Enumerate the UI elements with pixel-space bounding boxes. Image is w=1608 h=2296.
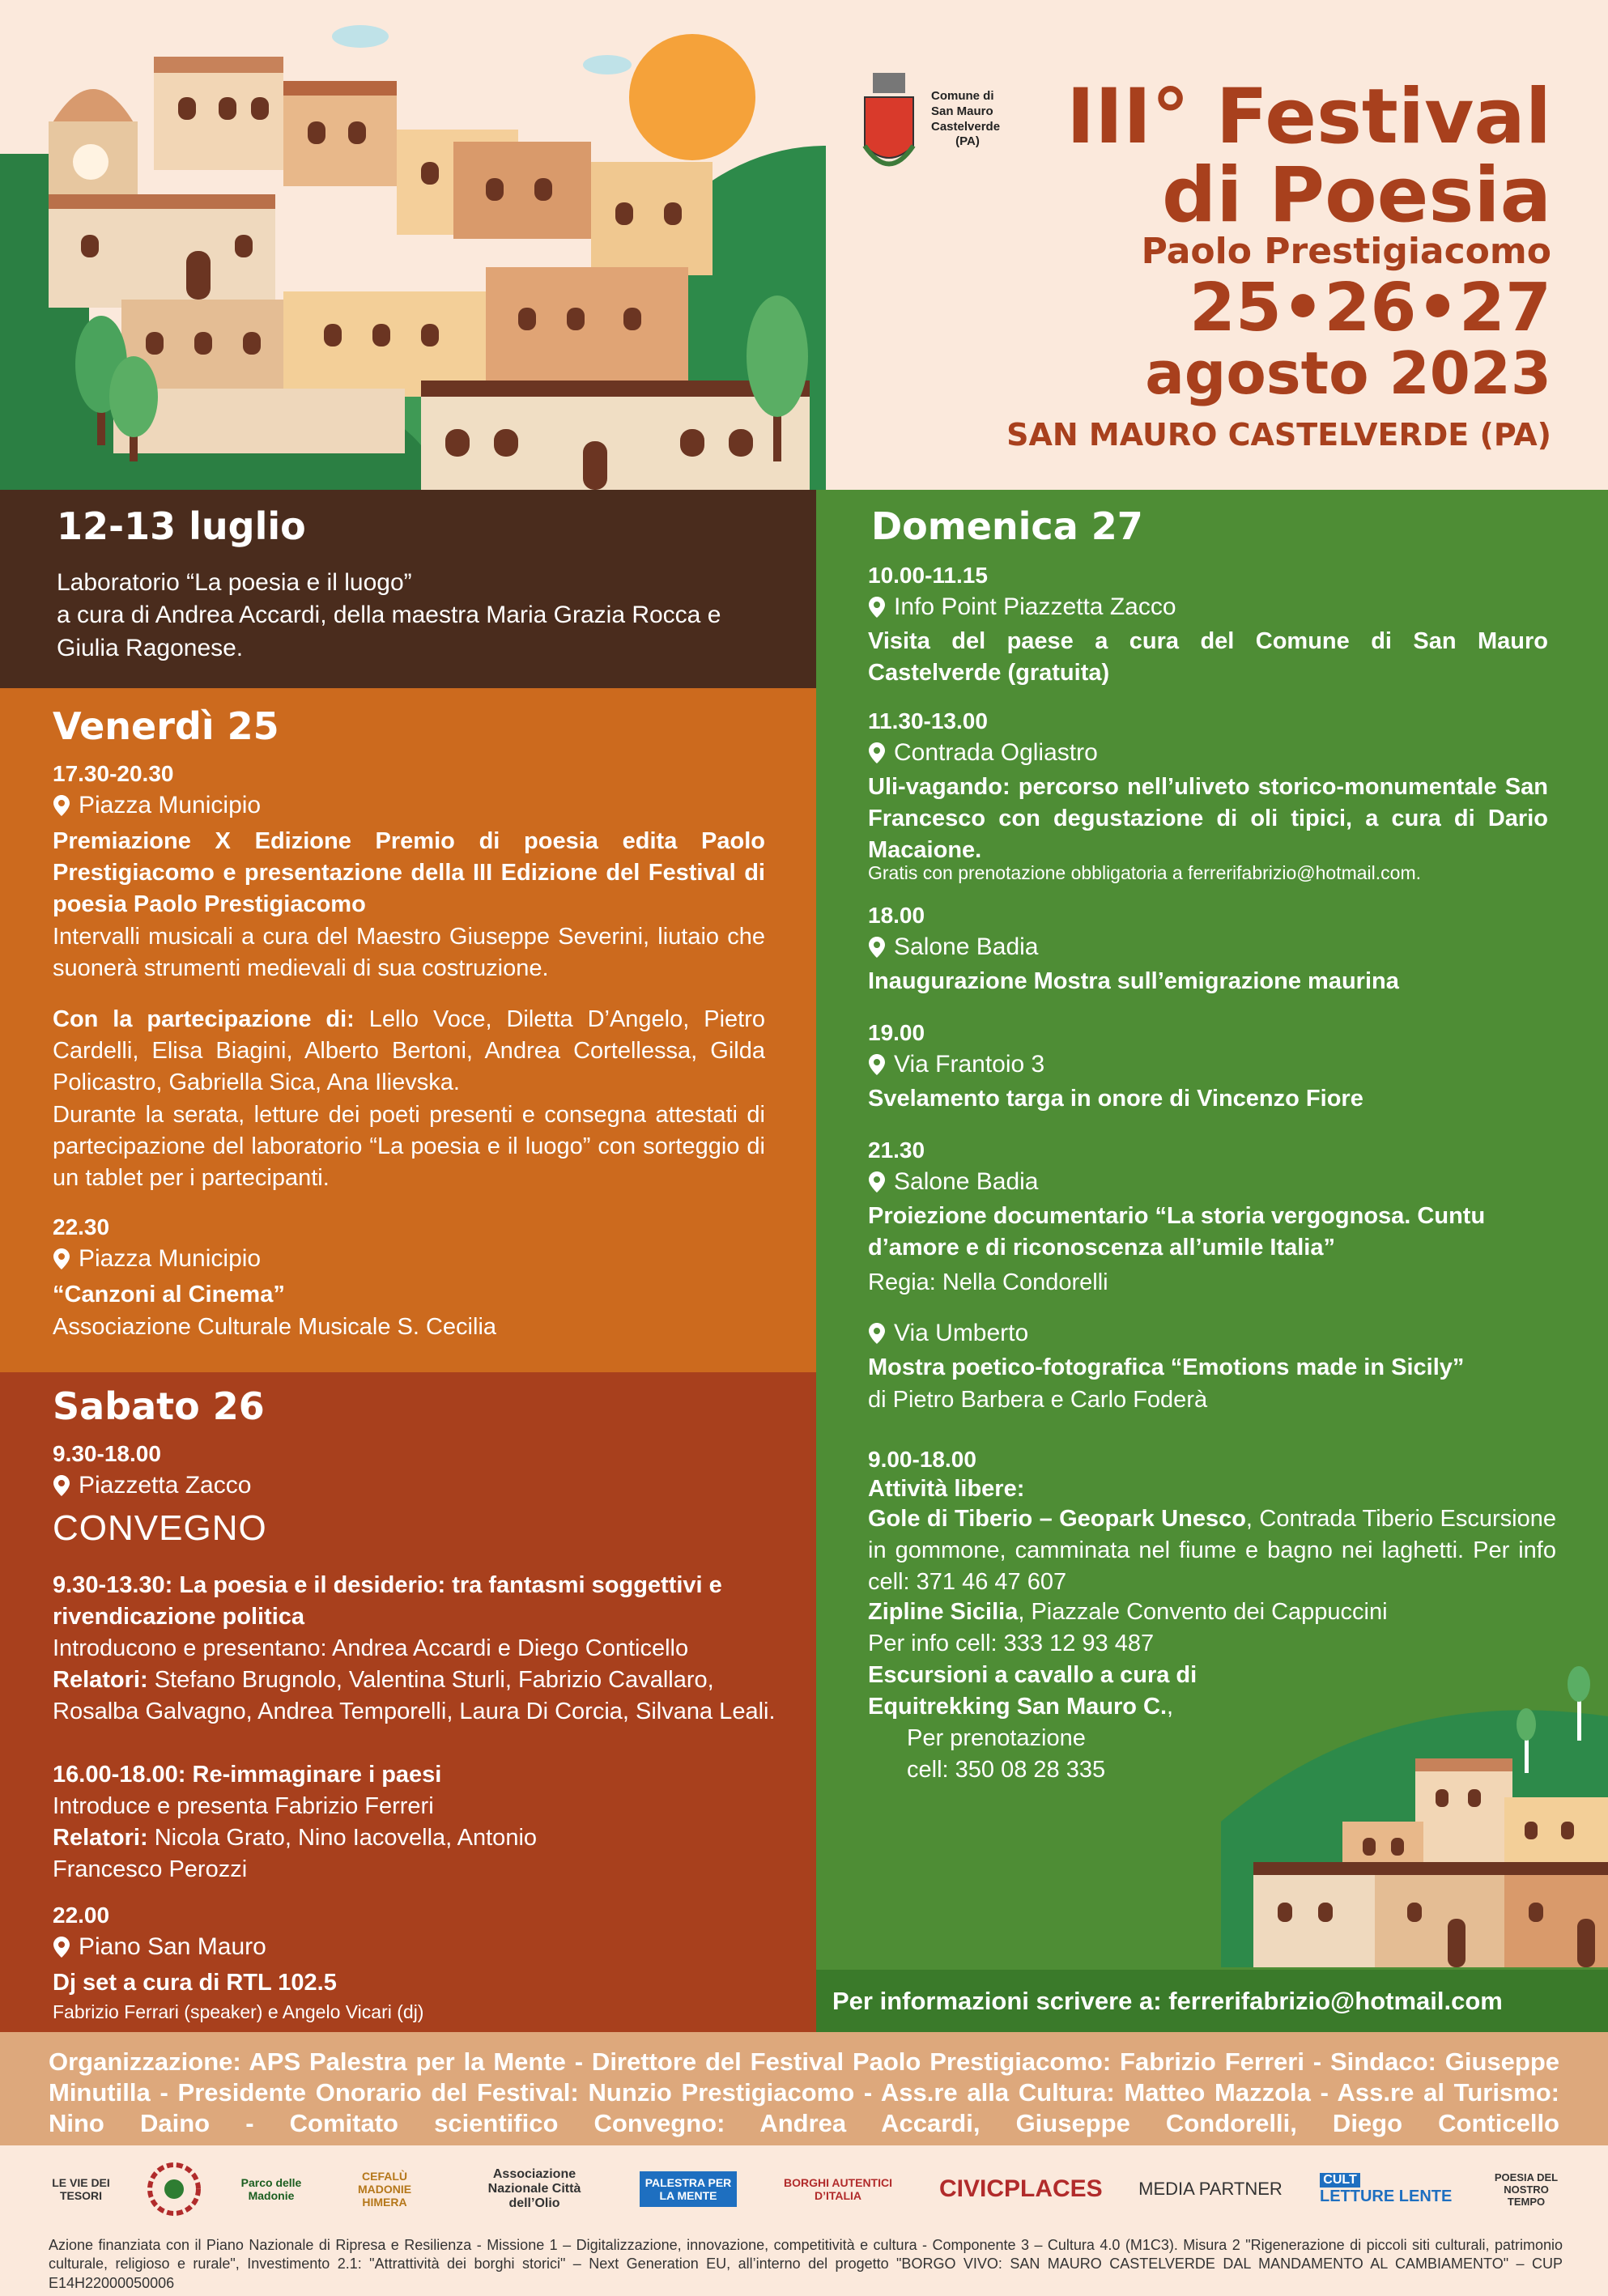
logo-borghi-autentici: BORGHI AUTENTICI D’ITALIA	[783, 2176, 893, 2202]
activity-desc: cell: 350 08 28 335	[907, 1757, 1106, 1784]
event-desc: Associazione Culturale Musicale S. Cecilia	[53, 1314, 497, 1340]
day-title: Sabato 26	[53, 1384, 265, 1428]
participants-names: Lello Voce, Diletta D’Angelo, Pietro Cardelli, Elisa Biagini, Alberto Bertoni, Andrea Cortellessa, Gilda Policastro, Gabriella Sica, Ana Ilievska.	[53, 1006, 765, 1096]
day-title: 12-13 luglio	[57, 504, 306, 548]
event-time: 11.30-13.00	[868, 708, 988, 733]
event-title: Inaugurazione Mostra sull’emigrazione maurina	[868, 968, 1399, 994]
logo-parco-madonie: Parco delle Madonie	[240, 2176, 302, 2202]
event-place	[53, 1933, 266, 1961]
info-strip	[816, 1970, 1608, 2032]
event-title: Proiezione documentario “La storia vergognosa. Cuntu d’amore e di riconoscenza all’umile Italia”	[868, 1203, 1486, 1261]
event-title: Uli-vagando: percorso nell’uliveto storico-monumentale San Francesco con degustazione di oli tipici, a cura di Dario Macaione.	[868, 774, 1548, 864]
convegno-heading: CONVEGNO	[53, 1508, 267, 1548]
event-title: Mostra poetico-fotografica “Emotions made in Sicily”	[868, 1354, 1465, 1380]
event-place	[53, 1245, 261, 1273]
logo-vie-tesori: LE VIE DEI TESORI	[52, 2176, 110, 2202]
festival-subtitle: Paolo Prestigiacomo	[1141, 231, 1551, 272]
event-time: 22.30	[53, 1214, 110, 1239]
event-place	[53, 1472, 251, 1499]
location-pin-icon	[868, 936, 886, 959]
footer-funding-text: Azione finanziata con il Piano Nazionale di Ripresa e Resilienza - Missione 1 – Digitalizzazione, innovazione, competitività e cultura - Componente 3 – Cultura 4.0 (M1C3). Misura 2 "Rigenerazione di piccoli siti culturali, patrimonio culturale, religioso e rurale", Investimento 2.1: "Attrattività dei borghi storici" – Next Generation EU, all’interno del progetto "BORGO VIVO: SAN MAURO CASTELVERDE DAL MANDAMENTO AL CAMBIAMENTO" – CUP E14H22000050006	[49, 2237, 1563, 2291]
location-pin-icon	[53, 1248, 70, 1270]
location-pin-icon	[868, 1053, 886, 1076]
event-place	[868, 739, 1098, 767]
location-pin-icon	[868, 742, 886, 764]
comune-line-2: San Mauro	[931, 104, 993, 118]
activity-zipline	[868, 1597, 1556, 1660]
event-time: 9.30-18.00	[53, 1441, 161, 1466]
event-time: 10.00-11.15	[868, 563, 988, 588]
location-pin-icon	[53, 1936, 70, 1958]
participants-label: Con la partecipazione di:	[53, 1006, 355, 1032]
event-place-label: Piazzetta Zacco	[79, 1472, 252, 1499]
location-pin-icon	[868, 1322, 886, 1345]
session-relatori	[53, 1822, 538, 1886]
event-place	[53, 792, 261, 819]
event-place-label: Contrada Ogliastro	[894, 739, 1098, 766]
location-pin-icon	[868, 1171, 886, 1193]
coat-of-arms-icon	[849, 65, 929, 186]
panel-venerdi	[0, 688, 816, 1372]
logo-letture-lente	[1320, 2173, 1457, 2206]
event-desc: a cura di Andrea Accardi, della maestra Maria Grazia Rocca e Giulia Ragonese.	[57, 602, 721, 661]
village-illustration	[0, 0, 826, 490]
participants	[53, 1004, 765, 1099]
event-note: Gratis con prenotazione obbligatoria a ferrerifabrizio@hotmail.com.	[868, 862, 1422, 883]
festival-dates: 25•26•27	[1189, 270, 1551, 347]
organization-strip	[0, 2032, 1608, 2145]
activity-title: Zipline Sicilia	[868, 1599, 1019, 1625]
event-place	[868, 593, 1176, 621]
event-place-label: Piazza Municipio	[79, 792, 262, 818]
festival-title-2: di Poesia	[1161, 151, 1551, 240]
event-desc: Durante la serata, letture dei poeti presenti e consegna attestati di partecipazione del laboratorio “La poesia e il luogo” con sorteggio di un tablet per i partecipanti.	[53, 1102, 765, 1192]
activities-label: Attività libere:	[868, 1476, 1025, 1502]
logo-poesia-nostro-tempo: POESIA DEL NOSTRO TEMPO	[1494, 2171, 1559, 2208]
event-place	[868, 1051, 1044, 1078]
location-pin-icon	[868, 596, 886, 619]
day-title: Venerdì 25	[53, 704, 279, 748]
location-pin-icon	[53, 1474, 70, 1497]
comune-line-4: (PA)	[955, 134, 980, 149]
session-relatori	[53, 1665, 781, 1728]
event-place-label: Via Umberto	[894, 1320, 1029, 1346]
day-title: Domenica 27	[871, 504, 1143, 548]
relatori-label: Relatori:	[53, 1825, 148, 1851]
event-place-label: Salone Badia	[894, 1168, 1039, 1195]
event-place-label: Piazza Municipio	[79, 1245, 262, 1272]
comune-line-3: Castelverde	[931, 119, 1001, 134]
festival-location: SAN MAURO CASTELVERDE (PA)	[1006, 417, 1551, 453]
event-place-label: Salone Badia	[894, 933, 1039, 960]
comune-line-1: Comune di	[931, 89, 994, 103]
relatori-names: Stefano Brugnolo, Valentina Sturli, Fabrizio Cavallaro, Rosalba Galvagno, Andrea Temporelli, Laura Di Corcia, Silvana Leali.	[53, 1667, 776, 1725]
session-intro: Introduce e presenta Fabrizio Ferreri	[53, 1793, 434, 1819]
event-title: Premiazione X Edizione Premio di poesia edita Paolo Prestigiacomo e presentazione della III Edizione del Festival di poesia Paolo Prestigiacomo	[53, 828, 765, 918]
event-title: Laboratorio “La poesia e il luogo”	[57, 569, 412, 596]
activity-desc: Per info cell: 333 12 93 487	[868, 1631, 1155, 1657]
activity-cavallo	[868, 1660, 1208, 1787]
event-desc: Regia: Nella Condorelli	[868, 1269, 1108, 1295]
event-title: Dj set a cura di RTL 102.5	[53, 1970, 337, 1996]
activity-gole	[868, 1503, 1556, 1598]
event-desc: di Pietro Barbera e Carlo Foderà	[868, 1387, 1208, 1413]
relatori-names: Nicola Grato, Nino Iacovella, Antonio Francesco Perozzi	[53, 1825, 538, 1883]
footer	[0, 2145, 1608, 2296]
event-time: 21.30	[868, 1137, 925, 1163]
event-title: “Canzoni al Cinema”	[53, 1282, 285, 1307]
activity-title: Escursioni a cavallo a cura di Equitrekking San Mauro C.	[868, 1662, 1197, 1720]
event-title: Visita del paese a cura del Comune di San Mauro Castelverde (gratuita)	[868, 628, 1548, 687]
festival-title: III° Festival	[1066, 73, 1551, 161]
info-text: Per informazioni scrivere a: ferrerifabrizio@hotmail.com	[832, 1986, 1503, 2015]
event-time: 18.00	[868, 903, 925, 928]
logo-citta-olio: Associazione Nazionale Città dell’Olio	[487, 2167, 581, 2210]
event-place	[868, 1320, 1028, 1347]
event-title: Svelamento targa in onore di Vincenzo Fiore	[868, 1086, 1363, 1112]
event-place-label: Via Frantoio 3	[894, 1051, 1045, 1078]
logo-cult: CULT	[1320, 2173, 1360, 2188]
activity-place: , Contrada Tiberio	[1245, 1506, 1434, 1532]
festival-month-year: agosto 2023	[1145, 339, 1551, 407]
activity-desc: Escursione in gommone, camminata nel fiume e bagno nei laghetti. Per info cell: 371 46 47 607	[868, 1506, 1556, 1596]
event-place	[868, 1168, 1038, 1196]
event-place-label: Piano San Mauro	[79, 1933, 266, 1960]
panel-luglio	[0, 490, 816, 688]
event-time: 9.00-18.00	[868, 1447, 976, 1472]
event-time: 19.00	[868, 1020, 925, 1045]
logo-letture: LETTURE LENTE	[1320, 2187, 1453, 2205]
activity-desc: Per prenotazione	[907, 1725, 1086, 1752]
session-title: 16.00-18.00: Re-immaginare i paesi	[53, 1762, 442, 1788]
session-title: 9.30-13.30: La poesia e il desiderio: tra fantasmi soggettivi e rivendicazione politica	[53, 1572, 722, 1631]
event-desc: Fabrizio Ferrari (speaker) e Angelo Vicari (dj)	[53, 2001, 424, 2022]
event-place-label: Info Point Piazzetta Zacco	[894, 593, 1176, 620]
session-intro: Introducono e presentano: Andrea Accardi e Diego Conticello	[53, 1635, 689, 1661]
comune-label	[931, 89, 1004, 150]
event-time: 17.30-20.30	[53, 761, 174, 786]
panel-domenica	[816, 490, 1608, 2032]
activity-comma: ,	[1167, 1694, 1174, 1720]
panel-sabato	[0, 1372, 816, 2032]
media-partner-label: MEDIA PARTNER	[1138, 2179, 1283, 2199]
event-desc: Intervalli musicali a cura del Maestro Giuseppe Severini, liutaio che suonerà strumenti medievali di sua costruzione.	[53, 924, 765, 982]
logo-civicplaces: CIVICPLACES	[939, 2175, 1103, 2202]
activity-title: Gole di Tiberio – Geopark Unesco	[868, 1506, 1246, 1532]
round-seal-logo	[146, 2161, 202, 2217]
event-time: 22.00	[53, 1903, 110, 1928]
organization-text: Organizzazione: APS Palestra per la Mente - Direttore del Festival Paolo Prestigiacomo: Fabrizio Ferreri - Sindaco: Giuseppe Minutilla - Presidente Onorario del Festival: Nunzio Prestigiacomo - Ass.re alla Cultura: Matteo Mazzola - Ass.re al Turismo: Nino Daino - Comitato scientifico Convegno: Andrea Accardi, Giuseppe Condorelli, Diego Conticello	[49, 2047, 1559, 2137]
relatori-label: Relatori:	[53, 1667, 148, 1693]
event-place	[868, 933, 1038, 961]
village-small-illustration	[1221, 1660, 1608, 1967]
partner-logos	[49, 2157, 1563, 2222]
location-pin-icon	[53, 794, 70, 817]
activity-place: , Piazzale Convento dei Cappuccini	[1018, 1599, 1388, 1625]
logo-palestra-mente: PALESTRA PER LA MENTE	[640, 2171, 737, 2207]
logo-cefalu: CEFALÙ MADONIE HIMERA	[357, 2170, 412, 2209]
